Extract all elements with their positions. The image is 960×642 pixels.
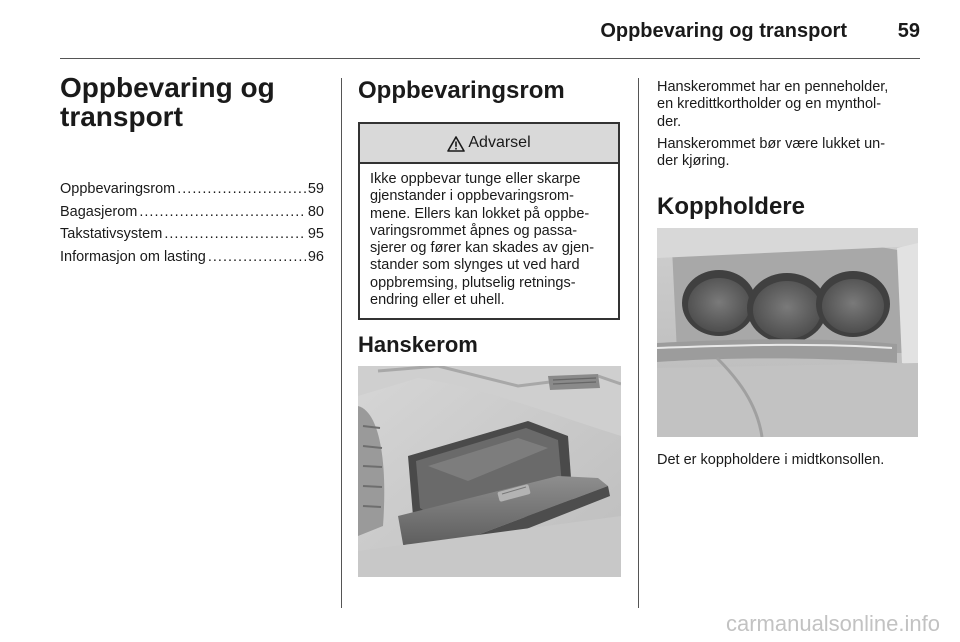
toc-entry-label: Oppbevaringsrom xyxy=(60,181,176,197)
header-divider xyxy=(60,58,920,59)
running-header-title: Oppbevaring og transport xyxy=(600,20,847,42)
watermark: carmanualsonline.info xyxy=(725,611,940,636)
toc-entry-label: Takstativsystem xyxy=(60,226,163,242)
warning-line: endring eller et uhell. xyxy=(370,292,505,309)
toc-leader-dots xyxy=(177,178,306,201)
warning-heading: Advarsel xyxy=(468,134,531,151)
toc-leader-dots xyxy=(164,223,306,246)
toc-entry[interactable] xyxy=(60,201,324,224)
page-number: 59 xyxy=(897,20,920,42)
section-title-glovebox: Hanskerom xyxy=(358,332,478,357)
chapter-title-line: Oppbevaring og xyxy=(60,72,275,103)
warning-line: oppbremsing, plutselig retnings- xyxy=(370,274,576,291)
warning-line: Ikke oppbevar tunge eller skarpe xyxy=(370,171,581,187)
glovebox-driving-note xyxy=(657,136,927,171)
toc-entry-label: Bagasjerom xyxy=(60,203,138,220)
toc-entry[interactable] xyxy=(60,178,324,201)
chapter-title xyxy=(60,73,330,131)
column-divider xyxy=(341,78,342,608)
warning-box xyxy=(358,122,620,320)
toc-leader-dots xyxy=(139,201,305,224)
warning-text xyxy=(360,164,618,309)
warning-line: sjerer og fører kan skades av gjen- xyxy=(370,240,595,257)
column-divider xyxy=(638,78,639,608)
toc-entry-label: Informasjon om lasting xyxy=(60,248,206,265)
toc-entry-page: 96 xyxy=(307,248,324,265)
warning-header xyxy=(360,124,618,164)
glovebox-photo xyxy=(358,366,621,577)
toc-leader-dots xyxy=(208,246,306,269)
paragraph-line: Hanskerommet bør være lukket un- xyxy=(657,136,886,152)
toc-entry[interactable] xyxy=(60,223,324,246)
paragraph-line: der. xyxy=(657,113,682,130)
glovebox-description xyxy=(657,79,927,131)
toc-entry-page: 80 xyxy=(307,203,324,220)
cupholder-photo xyxy=(657,228,918,437)
table-of-contents xyxy=(60,178,324,268)
toc-entry-page: 95 xyxy=(307,226,324,242)
warning-line: varingsrommet åpnes og passa- xyxy=(370,222,578,239)
warning-line: gjenstander i oppbevaringsrom- xyxy=(370,188,574,205)
warning-line: mene. Ellers kan lokket på oppbe- xyxy=(370,205,590,222)
section-title-storage: Oppbevaringsrom xyxy=(358,77,565,104)
paragraph-line: en kredittkortholder og en mynthol- xyxy=(657,96,882,113)
cupholder-caption: Det er koppholdere i midtkonsollen. xyxy=(657,452,885,468)
paragraph-line: Hanskerommet har en penneholder, xyxy=(657,79,889,95)
warning-triangle-icon xyxy=(447,136,465,152)
section-title-cupholders: Koppholdere xyxy=(657,193,805,220)
warning-line: stander som slynges ut ved hard xyxy=(370,257,580,274)
paragraph-line: der kjøring. xyxy=(657,153,730,170)
toc-entry-page: 59 xyxy=(307,181,324,197)
toc-entry[interactable] xyxy=(60,246,324,269)
chapter-title-line: transport xyxy=(60,101,183,132)
